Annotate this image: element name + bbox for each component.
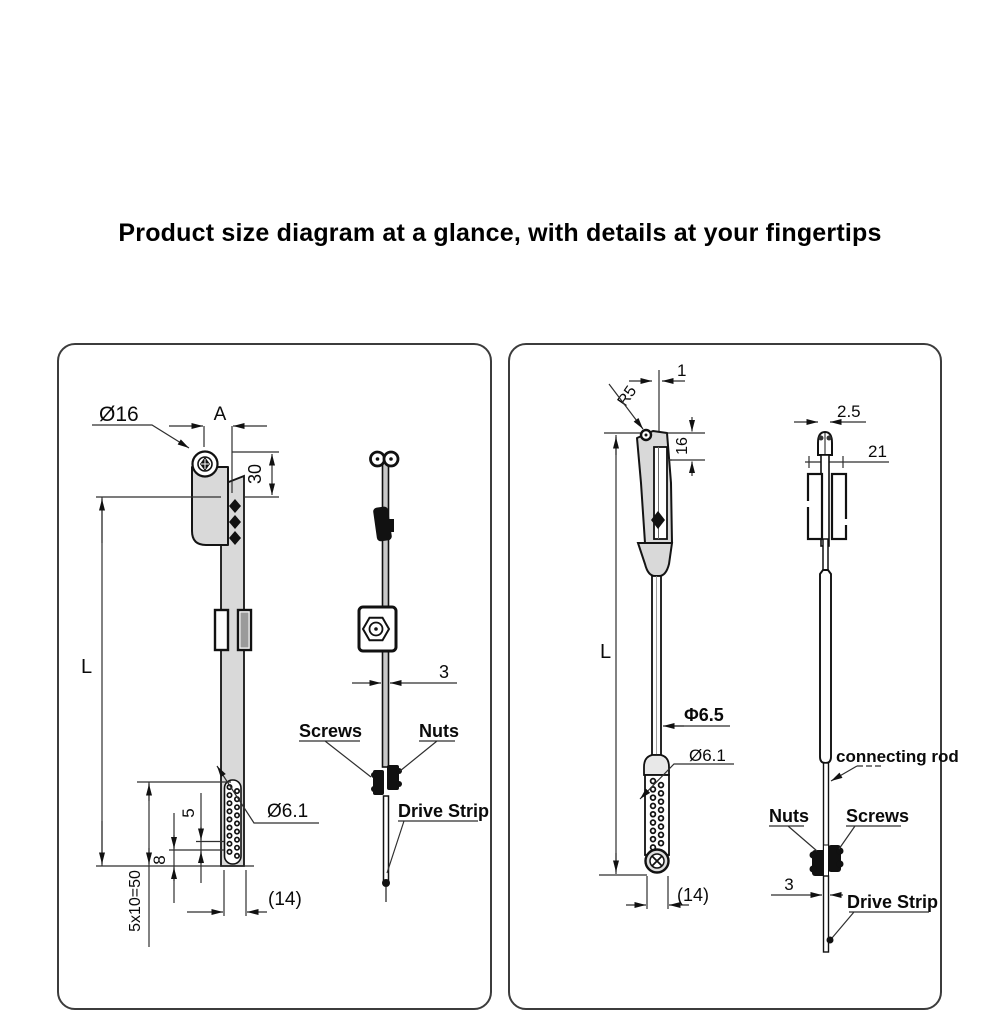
fastener [371,765,402,795]
left-diagram-panel [57,343,492,1010]
clip-left [215,610,228,650]
dim-hole-diameter: Ø6.1 [267,801,309,822]
guide-block-left [808,474,822,539]
strip-end-dot [827,937,834,944]
perforated-strip [645,775,669,855]
strip-upper [824,763,829,850]
dim-16: 16 [674,437,691,455]
dim-r5: R5 [614,383,641,410]
drive-strip-shape [384,796,389,881]
label-nuts: Nuts [419,721,459,741]
side-clip [373,506,394,542]
label-drive-strip: Drive Strip [847,892,939,912]
strip-through-fastener [824,845,829,876]
bar-diamond-marks [229,499,241,545]
strip-neck [644,755,669,775]
dim-14: (14) [268,889,302,910]
dim-knob-leader [92,425,189,448]
front-view [81,403,319,947]
label-drive-strip: Drive Strip [398,801,490,821]
strip-end-dot [382,879,390,887]
knob [193,452,218,477]
dim-14: (14) [677,885,710,905]
label-screws: Screws [299,721,363,741]
dim-8: 8 [150,855,169,865]
dim-1: 1 [677,361,687,380]
dim-21: 21 [868,442,887,461]
rod-link [823,539,828,570]
connecting-rod-view [769,402,959,952]
dim-hole-diameter: Ø6.1 [689,746,726,765]
dim-hole-pitch: 5x10=50 [127,870,144,932]
guide-block-right [832,474,846,539]
end-knob [646,850,669,873]
dim-thickness: 3 [438,662,450,682]
right-drawing [508,343,959,1006]
dim-a: A [213,404,227,425]
dim-30: 30 [245,463,265,485]
clip-right-shade [241,613,249,648]
lock-arm [192,467,228,545]
dim-5: 5 [179,808,198,818]
hook-rod-view [599,361,734,909]
right-diagram-panel [508,343,959,1010]
roller [371,452,399,466]
side-view [299,452,489,902]
mount-bracket [359,607,396,651]
clevis-tip [818,432,832,455]
dim-2-5: 2.5 [837,402,861,421]
perforated-slot [225,780,242,864]
dim-length: L [600,641,612,663]
label-screws: Screws [846,806,910,826]
connecting-rod-shape [820,570,831,763]
page-title: Product size diagram at a glance, with details at your fingertips [118,219,882,247]
dim-rod-diameter: Φ6.5 [684,705,724,725]
left-drawing [57,343,488,1006]
dim-length: L [81,656,93,678]
label-nuts: Nuts [769,806,809,826]
dome [638,543,672,576]
dim-knob-diameter: Ø16 [99,403,139,426]
label-connecting-rod: connecting rod [836,747,959,766]
dim-thickness: 3 [784,875,794,894]
